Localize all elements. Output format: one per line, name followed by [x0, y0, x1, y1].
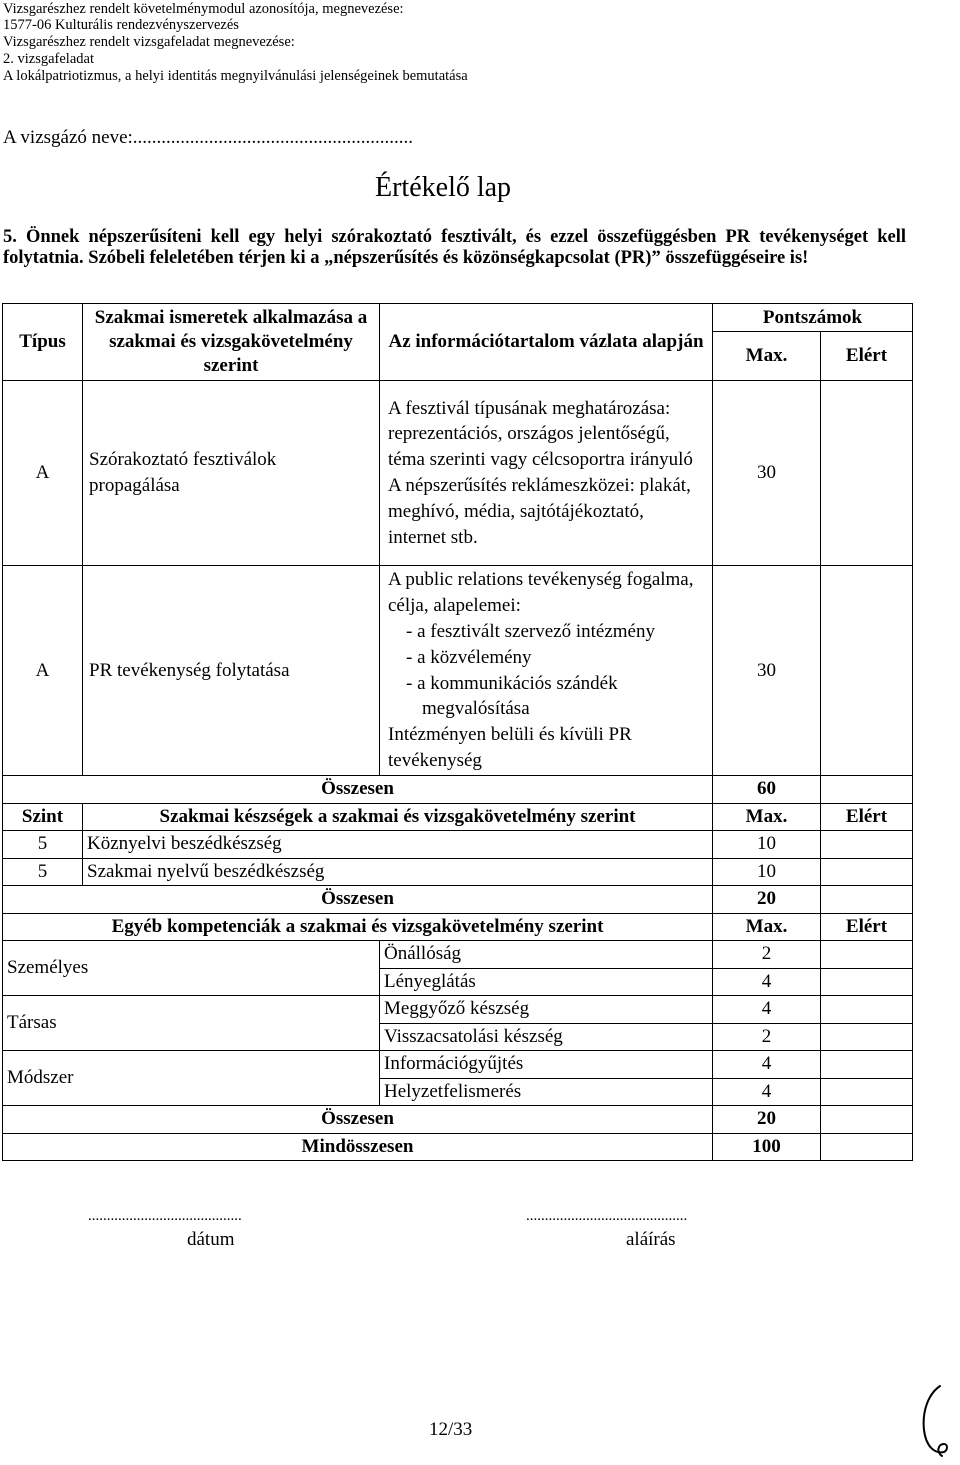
table-row	[3, 996, 913, 1024]
competency-name: Helyzetfelismerés	[380, 1078, 713, 1106]
signature-line: ...........................................	[526, 1208, 688, 1224]
row-outline: A public relations tevékenység fogalma, célja, alapelemei: - a fesztivált szervező intézmény - a közvélemény - a kommunikációs szándék megvalósítása Intézményen belüli és kívüli PR tevékenység	[380, 566, 713, 776]
table-row	[3, 566, 913, 776]
competency-achieved[interactable]	[821, 1078, 913, 1106]
task-description: 5. Önnek népszerűsíteni kell egy helyi szórakoztató fesztivált, és ezzel összefüggésben PR tevékenységet kell folytatnia. Szóbeli feleletében térjen ki a „népszerűsítés és közönségkapcsolat (PR)” összefüggéseire is!	[3, 227, 906, 268]
row-max: 30	[713, 381, 821, 566]
total-max: 20	[713, 886, 821, 914]
grand-total-max: 100	[713, 1133, 821, 1161]
competency-achieved[interactable]	[821, 1023, 913, 1051]
competency-max: 4	[713, 1051, 821, 1079]
date-line: .........................................	[88, 1208, 242, 1224]
skill-max: 10	[713, 858, 821, 886]
header-task-title: A lokálpatriotizmus, a helyi identitás megnyilvánulási jelenségeinek bemutatása	[3, 68, 468, 84]
skill-level: 5	[3, 831, 83, 859]
date-label: dátum	[187, 1229, 235, 1250]
total-achieved[interactable]	[821, 1106, 913, 1134]
header-knowledge: Szakmai ismeretek alkalmazása a szakmai és vizsgakövetelmény szerint	[83, 304, 380, 381]
header-max: Max.	[713, 332, 821, 381]
evaluation-table	[2, 303, 913, 1161]
competencies-achieved-header: Elért	[821, 913, 913, 941]
total-row	[3, 1106, 913, 1134]
competency-name: Visszacsatolási készség	[380, 1023, 713, 1051]
competency-max: 4	[713, 996, 821, 1024]
skill-achieved[interactable]	[821, 858, 913, 886]
header-achieved: Elért	[821, 332, 913, 381]
skills-max-header: Max.	[713, 803, 821, 831]
competency-achieved[interactable]	[821, 968, 913, 996]
skills-title-header: Szakmai készségek a szakmai és vizsgakövetelmény szerint	[83, 803, 713, 831]
competency-max: 2	[713, 941, 821, 969]
competencies-header-row	[3, 913, 913, 941]
header-type: Típus	[3, 304, 83, 381]
skill-level: 5	[3, 858, 83, 886]
total-label: Összesen	[3, 776, 713, 804]
skills-achieved-header: Elért	[821, 803, 913, 831]
page-title: Értékelő lap	[375, 172, 512, 203]
grand-total-label: Mindösszesen	[3, 1133, 713, 1161]
total-achieved[interactable]	[821, 886, 913, 914]
competency-group: Társas	[3, 996, 380, 1051]
competency-name: Önállóság	[380, 941, 713, 969]
skill-achieved[interactable]	[821, 831, 913, 859]
competencies-max-header: Max.	[713, 913, 821, 941]
header-module-label: Vizsgarészhez rendelt követelménymodul azonosítója, megnevezése:	[3, 1, 404, 17]
skill-name: Köznyelvi beszédkészség	[83, 831, 713, 859]
header-points: Pontszámok	[713, 304, 913, 332]
competency-achieved[interactable]	[821, 996, 913, 1024]
row-achieved[interactable]	[821, 566, 913, 776]
header-task-number: 2. vizsgafeladat	[3, 51, 94, 67]
competency-max: 4	[713, 968, 821, 996]
total-row	[3, 776, 913, 804]
table-row	[3, 1051, 913, 1079]
table-row	[3, 831, 913, 859]
competency-max: 2	[713, 1023, 821, 1051]
competency-group: Személyes	[3, 941, 380, 996]
grand-total-achieved[interactable]	[821, 1133, 913, 1161]
row-type: A	[3, 381, 83, 566]
total-row	[3, 886, 913, 914]
competency-name: Lényeglátás	[380, 968, 713, 996]
table-row	[3, 941, 913, 969]
skill-name: Szakmai nyelvű beszédkészség	[83, 858, 713, 886]
skills-header-row	[3, 803, 913, 831]
total-max: 60	[713, 776, 821, 804]
skill-max: 10	[713, 831, 821, 859]
signature-label: aláírás	[626, 1229, 676, 1250]
total-max: 20	[713, 1106, 821, 1134]
examinee-name-line: A vizsgázó neve:...........................................................	[3, 127, 414, 148]
row-type: A	[3, 566, 83, 776]
table-header-row	[3, 304, 913, 332]
competency-achieved[interactable]	[821, 1051, 913, 1079]
skills-level-header: Szint	[3, 803, 83, 831]
row-topic: Szórakoztató fesztiválok propagálása	[83, 381, 380, 566]
header-module-name: 1577-06 Kulturális rendezvényszervezés	[3, 17, 239, 33]
header-task-label: Vizsgarészhez rendelt vizsgafeladat megnevezése:	[3, 34, 295, 50]
competency-name: Információgyűjtés	[380, 1051, 713, 1079]
total-achieved[interactable]	[821, 776, 913, 804]
competency-group: Módszer	[3, 1051, 380, 1106]
page-number: 12/33	[429, 1419, 473, 1440]
row-achieved[interactable]	[821, 381, 913, 566]
table-row	[3, 858, 913, 886]
competencies-title-header: Egyéb kompetenciák a szakmai és vizsgakövetelmény szerint	[3, 913, 713, 941]
table-row	[3, 381, 913, 566]
grand-total-row	[3, 1133, 913, 1161]
row-topic: PR tevékenység folytatása	[83, 566, 380, 776]
row-max: 30	[713, 566, 821, 776]
total-label: Összesen	[3, 1106, 713, 1134]
total-label: Összesen	[3, 886, 713, 914]
competency-name: Meggyőző készség	[380, 996, 713, 1024]
competency-max: 4	[713, 1078, 821, 1106]
row-outline: A fesztivál típusának meghatározása: reprezentációs, országos jelentőségű, téma szerinti vagy célcsoportra irányuló A népszerűsítés reklámeszközei: plakát, meghívó, média, sajtótájékoztató, internet stb.	[380, 381, 713, 566]
competency-achieved[interactable]	[821, 941, 913, 969]
header-outline: Az információtartalom vázlata alapján	[380, 304, 713, 381]
handwritten-signature-icon	[918, 1380, 954, 1465]
